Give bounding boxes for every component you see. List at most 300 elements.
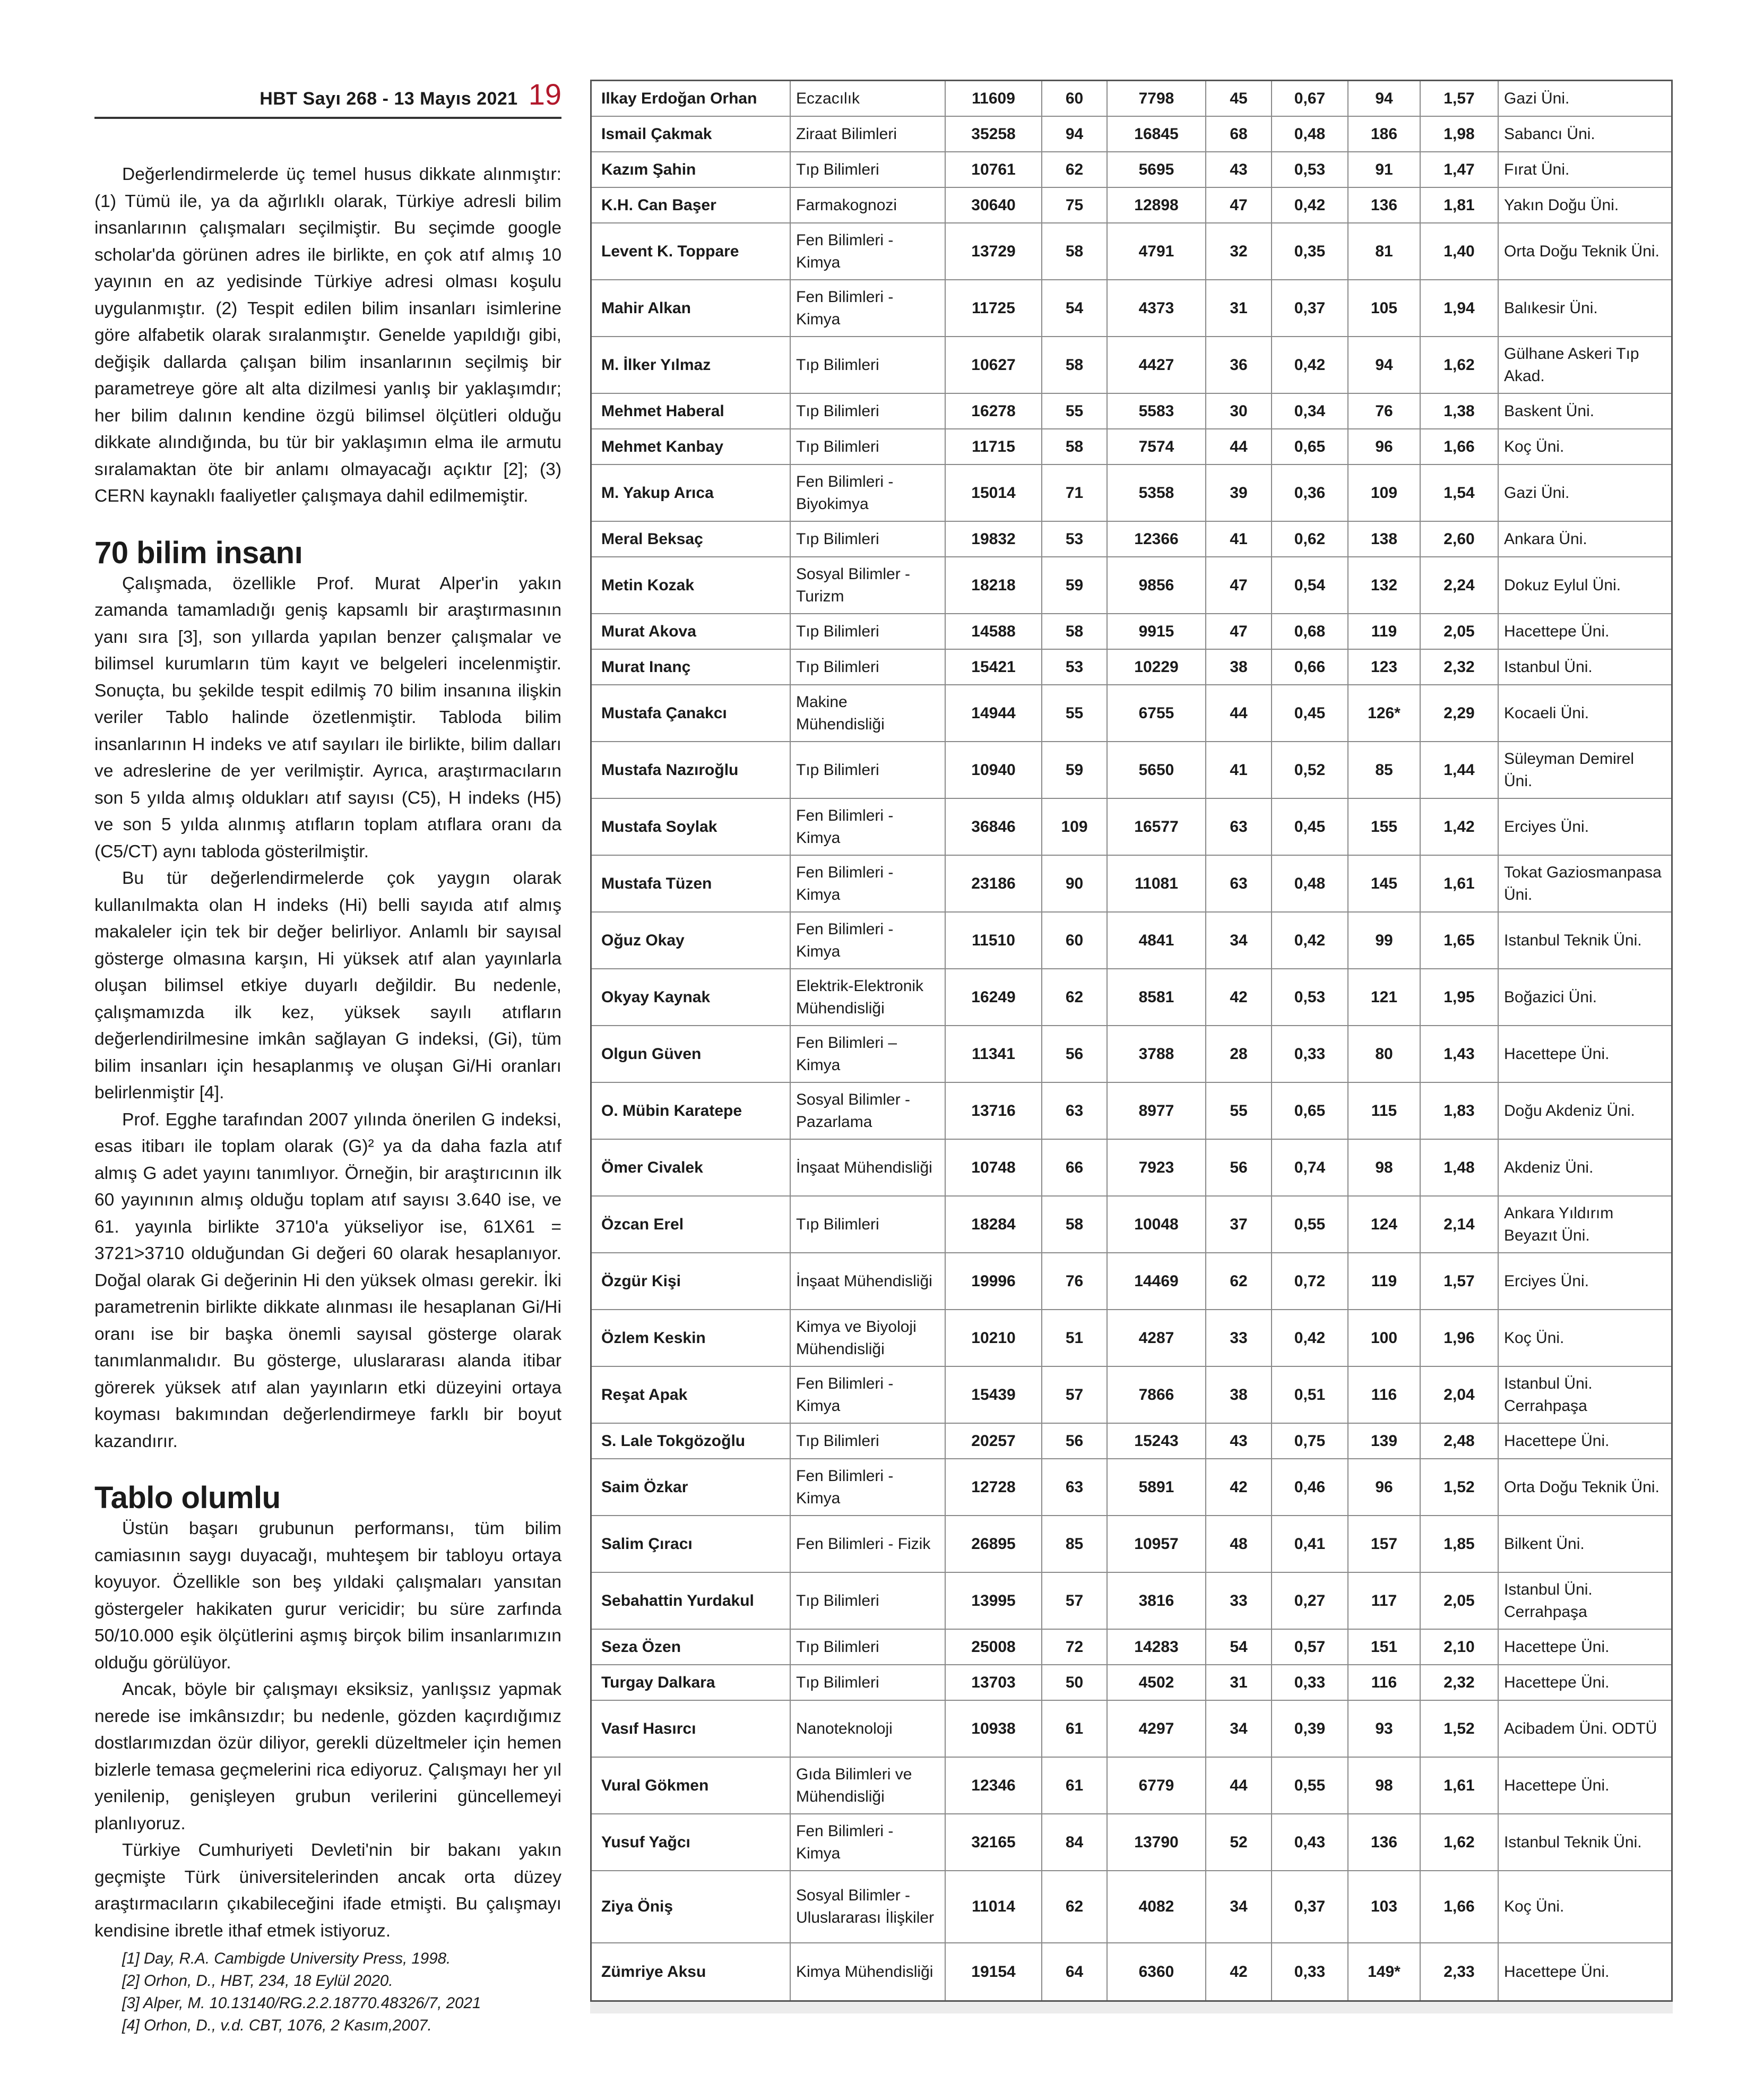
g-index-cell: 123 [1348, 650, 1421, 684]
section-title: Tablo olumlu [94, 1481, 281, 1515]
h-index-5y-cell: 31 [1206, 280, 1272, 336]
university-cell: Erciyes Üni. [1504, 1272, 1589, 1290]
university-cell: Acibadem Üni. ODTÜ [1504, 1719, 1657, 1737]
citation-ratio-cell: 0,55 [1272, 1197, 1348, 1252]
h-index-cell: 57 [1042, 1573, 1108, 1629]
h-index-5y-cell: 54 [1206, 1630, 1272, 1664]
field-name-cell: Tıp Bilimleri [791, 1573, 946, 1629]
scientist-name-cell: Mahir Alkan [592, 280, 791, 336]
field-name-cell: Fen Bilimleri - Biyokimya [791, 465, 946, 521]
h-index-cell: 63 [1042, 1459, 1108, 1515]
citation-ratio-cell: 0,75 [1272, 1424, 1348, 1458]
total-citations-cell: 15439 [946, 1367, 1042, 1423]
university-cell: Süleyman Demirel Üni. [1504, 750, 1635, 790]
citation-ratio-cell: 0,43 [1272, 1814, 1348, 1870]
g-h-ratio-cell: 2,04 [1421, 1367, 1499, 1423]
scientist-name-cell: Murat Inanç [592, 650, 791, 684]
scientist-name-cell: Oğuz Okay [592, 913, 791, 968]
citations-5y-cell: 10048 [1108, 1197, 1206, 1252]
citation-ratio-cell: 0,51 [1272, 1367, 1348, 1423]
h-index-cell: 53 [1042, 650, 1108, 684]
g-h-ratio-cell: 2,05 [1421, 614, 1499, 649]
g-index-cell: 136 [1348, 188, 1421, 222]
h-index-5y-cell: 39 [1206, 465, 1272, 521]
citation-ratio-cell: 0,68 [1272, 614, 1348, 649]
g-index-cell: 186 [1348, 117, 1421, 151]
g-index-cell: 119 [1348, 1253, 1421, 1309]
paragraph: Değerlendirmelerde üç temel husus dikkate alınmıştır: (1) Tümü ile, ya da ağırlıklı olarak, Türkiye adresli bilim insanlarının çalışmaları seçilmiştir. Bu seçimde google scholar'da görünen adres ile birlikte, en çok atıf almış 10 yayının en az yedisinde Türkiye adresi olması koşulu uygulanmıştır. (2) Tespit edilen bilim insanları isimlerine göre alfabetik olarak sıralanmıştır. Genelde yapıldığı gibi, değişik dallarda çalışan bilim insanlarının seçilmiş bir parametreye göre alt alta dizilmesi yanlış bir yaklaşımdır; her bilim dalının kendine özgü bilimsel ölçütleri olduğu dikkate alındığında, bu tür bir yaklaşımın elma ile armutu sıralamaktan öte bir anlamı olmayacağı açıktır [2]; (3) CERN kaynaklı faaliyetler çalışmaya dahil edilmemiştir. [94, 165, 561, 506]
g-h-ratio-cell: 1,44 [1421, 742, 1499, 798]
paragraph: Türkiye Cumhuriyeti Devleti'nin bir bakanı yakın geçmişte Türk üniversitelerinden ancak orta düzey araştırmacıların çıkabileceğini ifade etmişti. Bu çalışmayı kendisine ibretle ithaf etmek istiyoruz. [94, 1840, 561, 1941]
citations-5y-cell: 10229 [1108, 650, 1206, 684]
university-cell: Koç Üni. [1504, 1898, 1564, 1915]
g-h-ratio-cell: 1,96 [1421, 1310, 1499, 1366]
scientist-name-cell: Özcan Erel [592, 1197, 791, 1252]
citations-5y-cell: 8977 [1108, 1083, 1206, 1139]
citations-5y-cell: 4297 [1108, 1701, 1206, 1757]
citations-5y-cell: 6360 [1108, 1943, 1206, 2000]
h-index-5y-cell: 43 [1206, 152, 1272, 187]
table-row [592, 117, 1671, 152]
table-row [592, 1140, 1671, 1197]
citation-ratio-cell: 0,46 [1272, 1459, 1348, 1515]
scientist-name-cell: Vasıf Hasırcı [592, 1701, 791, 1757]
paragraph: Üstün başarı grubunun performansı, tüm bilim camiasının saygı duyacağı, muhteşem bir tabloyu ortaya koyuyor. Özellikle son beş yıldaki çalışmaları yansıtan göstergeler hakikaten gurur vericidir; bu süre zarfında 50/10.000 eşik ölçütlerini aşmış birçok bilim insanlarımızın olduğu görülüyor. [94, 1519, 561, 1673]
scientist-name-cell: Okyay Kaynak [592, 969, 791, 1025]
field-name-cell: Tıp Bilimleri [791, 337, 946, 393]
citation-ratio-cell: 0,42 [1272, 188, 1348, 222]
g-index-cell: 115 [1348, 1083, 1421, 1139]
field-name-cell: Tıp Bilimleri [791, 1424, 946, 1458]
g-h-ratio-cell: 1,52 [1421, 1459, 1499, 1515]
h-index-5y-cell: 38 [1206, 650, 1272, 684]
table-row [592, 1424, 1671, 1459]
university-cell: Istanbul Teknik Üni. [1504, 1833, 1642, 1851]
g-index-cell: 94 [1348, 81, 1421, 116]
field-name-cell: Kimya ve Biyoloji Mühendisliği [791, 1310, 946, 1366]
field-name-cell: Tıp Bilimleri [791, 394, 946, 428]
citations-5y-cell: 14283 [1108, 1630, 1206, 1664]
university-cell: Kocaeli Üni. [1504, 704, 1589, 722]
table-row [592, 969, 1671, 1026]
table-row [592, 152, 1671, 188]
scientist-name-cell: M. İlker Yılmaz [592, 337, 791, 393]
citations-5y-cell: 5583 [1108, 394, 1206, 428]
g-h-ratio-cell: 1,62 [1421, 337, 1499, 393]
citation-ratio-cell: 0,65 [1272, 429, 1348, 464]
university-cell: Istanbul Üni. Cerrahpaşa [1504, 1580, 1593, 1621]
g-h-ratio-cell: 1,85 [1421, 1516, 1499, 1572]
g-index-cell: 80 [1348, 1026, 1421, 1082]
field-name-cell: İnşaat Mühendisliği [791, 1253, 946, 1309]
citation-ratio-cell: 0,53 [1272, 969, 1348, 1025]
citation-ratio-cell: 0,72 [1272, 1253, 1348, 1309]
g-h-ratio-cell: 1,57 [1421, 81, 1499, 116]
table-row [592, 856, 1671, 913]
h-index-cell: 90 [1042, 856, 1108, 911]
total-citations-cell: 20257 [946, 1424, 1042, 1458]
table-row [592, 81, 1671, 117]
field-name-cell: Tıp Bilimleri [791, 152, 946, 187]
g-h-ratio-cell: 1,66 [1421, 429, 1499, 464]
g-index-cell: 117 [1348, 1573, 1421, 1629]
h-index-cell: 55 [1042, 394, 1108, 428]
h-index-5y-cell: 34 [1206, 913, 1272, 968]
total-citations-cell: 19832 [946, 522, 1042, 556]
scientist-name-cell: Ziya Öniş [592, 1871, 791, 1942]
g-index-cell: 132 [1348, 557, 1421, 613]
total-citations-cell: 10938 [946, 1701, 1042, 1757]
field-name-cell: Eczacılık [791, 81, 946, 116]
g-index-cell: 119 [1348, 614, 1421, 649]
citations-5y-cell: 8581 [1108, 969, 1206, 1025]
university-cell: Gülhane Askeri Tıp Akad. [1504, 345, 1639, 385]
field-name-cell: Fen Bilimleri - Kimya [791, 1814, 946, 1870]
citations-5y-cell: 7923 [1108, 1140, 1206, 1195]
g-h-ratio-cell: 2,32 [1421, 650, 1499, 684]
g-h-ratio-cell: 2,05 [1421, 1573, 1499, 1629]
table-row [592, 1516, 1671, 1573]
citation-ratio-cell: 0,74 [1272, 1140, 1348, 1195]
g-index-cell: 103 [1348, 1871, 1421, 1942]
h-index-cell: 61 [1042, 1758, 1108, 1813]
citations-5y-cell: 16577 [1108, 799, 1206, 855]
citations-5y-cell: 3816 [1108, 1573, 1206, 1629]
university-cell: Hacettepe Üni. [1504, 1638, 1610, 1656]
g-h-ratio-cell: 2,29 [1421, 685, 1499, 741]
h-index-cell: 58 [1042, 429, 1108, 464]
field-name-cell: Fen Bilimleri - Kimya [791, 1367, 946, 1423]
g-h-ratio-cell: 1,52 [1421, 1701, 1499, 1757]
university-cell: Orta Doğu Teknik Üni. [1504, 242, 1659, 260]
g-index-cell: 139 [1348, 1424, 1421, 1458]
g-h-ratio-cell: 1,47 [1421, 152, 1499, 187]
g-index-cell: 136 [1348, 1814, 1421, 1870]
citations-5y-cell: 7798 [1108, 81, 1206, 116]
g-h-ratio-cell: 1,66 [1421, 1871, 1499, 1942]
h-index-5y-cell: 42 [1206, 1943, 1272, 2000]
h-index-5y-cell: 52 [1206, 1814, 1272, 1870]
h-index-cell: 109 [1042, 799, 1108, 855]
g-index-cell: 145 [1348, 856, 1421, 911]
university-cell: Hacettepe Üni. [1504, 622, 1610, 640]
citation-ratio-cell: 0,45 [1272, 799, 1348, 855]
citation-ratio-cell: 0,42 [1272, 913, 1348, 968]
h-index-5y-cell: 34 [1206, 1701, 1272, 1757]
page-header [94, 80, 561, 119]
references [94, 1948, 561, 2037]
total-citations-cell: 23186 [946, 856, 1042, 911]
citation-ratio-cell: 0,37 [1272, 280, 1348, 336]
h-index-cell: 63 [1042, 1083, 1108, 1139]
total-citations-cell: 32165 [946, 1814, 1042, 1870]
g-index-cell: 121 [1348, 969, 1421, 1025]
university-cell: Koç Üni. [1504, 1329, 1564, 1347]
field-name-cell: Tıp Bilimleri [791, 1665, 946, 1700]
h-index-cell: 58 [1042, 337, 1108, 393]
g-index-cell: 157 [1348, 1516, 1421, 1572]
g-index-cell: 116 [1348, 1367, 1421, 1423]
university-cell: Bilkent Üni. [1504, 1535, 1585, 1553]
scientist-name-cell: Meral Beksaç [592, 522, 791, 556]
g-h-ratio-cell: 1,43 [1421, 1026, 1499, 1082]
scientist-name-cell: Yusuf Yağcı [592, 1814, 791, 1870]
citation-ratio-cell: 0,65 [1272, 1083, 1348, 1139]
h-index-5y-cell: 37 [1206, 1197, 1272, 1252]
h-index-cell: 61 [1042, 1701, 1108, 1757]
h-index-5y-cell: 43 [1206, 1424, 1272, 1458]
field-name-cell: Fen Bilimleri - Fizik [791, 1516, 946, 1572]
citation-ratio-cell: 0,27 [1272, 1573, 1348, 1629]
scientist-name-cell: Ömer Civalek [592, 1140, 791, 1195]
citation-ratio-cell: 0,53 [1272, 152, 1348, 187]
total-citations-cell: 13703 [946, 1665, 1042, 1700]
total-citations-cell: 16278 [946, 394, 1042, 428]
section-title: 70 bilim insanı [94, 535, 303, 570]
h-index-5y-cell: 36 [1206, 337, 1272, 393]
university-cell: Tokat Gaziosmanpasa Üni. [1504, 863, 1662, 903]
g-h-ratio-cell: 2,24 [1421, 557, 1499, 613]
table-row [592, 1310, 1671, 1367]
total-citations-cell: 11341 [946, 1026, 1042, 1082]
h-index-5y-cell: 38 [1206, 1367, 1272, 1423]
table-row [592, 465, 1671, 522]
total-citations-cell: 25008 [946, 1630, 1042, 1664]
citation-ratio-cell: 0,66 [1272, 650, 1348, 684]
h-index-5y-cell: 33 [1206, 1573, 1272, 1629]
g-h-ratio-cell: 2,32 [1421, 1665, 1499, 1700]
h-index-cell: 58 [1042, 1197, 1108, 1252]
citation-ratio-cell: 0,41 [1272, 1516, 1348, 1572]
g-index-cell: 116 [1348, 1665, 1421, 1700]
article-column [94, 80, 561, 2037]
g-index-cell: 93 [1348, 1701, 1421, 1757]
table-row [592, 685, 1671, 742]
h-index-cell: 59 [1042, 742, 1108, 798]
scientist-name-cell: Vural Gökmen [592, 1758, 791, 1813]
scientist-name-cell: K.H. Can Başer [592, 188, 791, 222]
citation-ratio-cell: 0,45 [1272, 685, 1348, 741]
total-citations-cell: 35258 [946, 117, 1042, 151]
citations-5y-cell: 4841 [1108, 913, 1206, 968]
g-index-cell: 124 [1348, 1197, 1421, 1252]
citations-5y-cell: 15243 [1108, 1424, 1206, 1458]
h-index-cell: 85 [1042, 1516, 1108, 1572]
total-citations-cell: 11014 [946, 1871, 1042, 1942]
scientist-name-cell: Saim Özkar [592, 1459, 791, 1515]
field-name-cell: Tıp Bilimleri [791, 522, 946, 556]
g-h-ratio-cell: 1,61 [1421, 856, 1499, 911]
table-row [592, 1943, 1671, 2000]
field-name-cell: Nanoteknoloji [791, 1701, 946, 1757]
total-citations-cell: 11609 [946, 81, 1042, 116]
g-index-cell: 126* [1348, 685, 1421, 741]
university-cell: Istanbul Üni. Cerrahpaşa [1504, 1374, 1593, 1415]
citations-5y-cell: 13790 [1108, 1814, 1206, 1870]
citations-5y-cell: 12366 [1108, 522, 1206, 556]
h-index-cell: 60 [1042, 913, 1108, 968]
citations-5y-cell: 9915 [1108, 614, 1206, 649]
scientist-name-cell: S. Lale Tokgözoğlu [592, 1424, 791, 1458]
table-row [592, 1665, 1671, 1701]
citation-ratio-cell: 0,48 [1272, 117, 1348, 151]
total-citations-cell: 16249 [946, 969, 1042, 1025]
h-index-5y-cell: 42 [1206, 1459, 1272, 1515]
citation-ratio-cell: 0,33 [1272, 1943, 1348, 2000]
total-citations-cell: 18218 [946, 557, 1042, 613]
citation-ratio-cell: 0,55 [1272, 1758, 1348, 1813]
h-index-5y-cell: 56 [1206, 1140, 1272, 1195]
total-citations-cell: 18284 [946, 1197, 1042, 1252]
g-index-cell: 76 [1348, 394, 1421, 428]
total-citations-cell: 10210 [946, 1310, 1042, 1366]
university-cell: Hacettepe Üni. [1504, 1963, 1610, 1981]
paragraph: Çalışmada, özellikle Prof. Murat Alper'in yakın zamanda tamamladığı geniş kapsamlı bir araştırmasının yanı sıra [3], son yıllarda yapılan benzer çalışmalar ve bilimsel kurumların tüm kayıt ve belgeleri incelenmiştir. Sonuçta, bu şekilde tespit edilmiş 70 bilim insanına ilişkin veriler Tablo halinde özetlenmiştir. Tabloda bilim insanlarının H indeks ve atıf sayıları ile birlikte, bilim dalları ve adreslerine de yer verilmiştir. Ayrıca, araştırmacıların son 5 yılda almış oldukları atıf sayısı (C5), H indeks (H5) ve son 5 yılda alınmış atıfların toplam atıflara oranı da (C5/CT) aynı tabloda gösterilmiştir. [94, 573, 561, 862]
citations-5y-cell: 5695 [1108, 152, 1206, 187]
h-index-cell: 58 [1042, 614, 1108, 649]
table-row [592, 1197, 1671, 1253]
field-name-cell: Sosyal Bilimler - Turizm [791, 557, 946, 613]
university-cell: Sabancı Üni. [1504, 125, 1595, 143]
citation-ratio-cell: 0,33 [1272, 1665, 1348, 1700]
g-index-cell: 99 [1348, 913, 1421, 968]
total-citations-cell: 19996 [946, 1253, 1042, 1309]
total-citations-cell: 11510 [946, 913, 1042, 968]
table-row [592, 742, 1671, 799]
university-cell: Hacettepe Üni. [1504, 1045, 1610, 1063]
h-index-5y-cell: 48 [1206, 1516, 1272, 1572]
scientist-table [590, 80, 1673, 2002]
scientist-name-cell: Seza Özen [592, 1630, 791, 1664]
g-index-cell: 105 [1348, 280, 1421, 336]
total-citations-cell: 36846 [946, 799, 1042, 855]
university-cell: Hacettepe Üni. [1504, 1776, 1610, 1794]
university-cell: Balıkesir Üni. [1504, 299, 1598, 317]
g-index-cell: 155 [1348, 799, 1421, 855]
citations-5y-cell: 4427 [1108, 337, 1206, 393]
scientist-name-cell: Salim Çıracı [592, 1516, 791, 1572]
university-cell: Erciyes Üni. [1504, 817, 1589, 836]
total-citations-cell: 10761 [946, 152, 1042, 187]
paragraph: Prof. Egghe tarafından 2007 yılında önerilen G indeksi, esas itibarı ile toplam olarak (G)² ya da daha fazla atıf almış G adet yayını tanımlıyor. Örneğin, bir araştırıcının ilk 60 yayınının almış olduğu toplam atıf sayısı 3.640 ise, ve 61. yayınla birlikte 3710'a yükseliyor ise, 61X61 = 3721>3710 olduğundan Gi değeri 60 olarak hesaplanıyor. Doğal olarak Gi değerinin Hi den yüksek olması gerekir. İki parametrenin birlikte dikkate alınması ile hesaplanan Gi/Hi oranı ise bir başka önemli sayısal gösterge olarak tanımlanmalıdır. Bu gösterge, uluslararası alanda itibar görerek yüksek atıf alan yayınların etki düzeyini ortaya koyması bakımından değerlendirmeye farklı bir boyut kazandırır. [94, 1109, 561, 1451]
citations-5y-cell: 5650 [1108, 742, 1206, 798]
scientist-name-cell: Ilkay Erdoğan Orhan [592, 81, 791, 116]
field-name-cell: Fen Bilimleri - Kimya [791, 856, 946, 911]
university-cell: Gazi Üni. [1504, 484, 1570, 502]
table-row [592, 1573, 1671, 1630]
scientist-name-cell: Mehmet Haberal [592, 394, 791, 428]
total-citations-cell: 13729 [946, 223, 1042, 279]
scientist-name-cell: Mehmet Kanbay [592, 429, 791, 464]
citation-ratio-cell: 0,35 [1272, 223, 1348, 279]
g-h-ratio-cell: 2,10 [1421, 1630, 1499, 1664]
university-cell: Ankara Yıldırım Beyazıt Üni. [1504, 1204, 1614, 1244]
h-index-cell: 56 [1042, 1424, 1108, 1458]
scientist-name-cell: Özgür Kişi [592, 1253, 791, 1309]
h-index-5y-cell: 41 [1206, 522, 1272, 556]
citation-ratio-cell: 0,34 [1272, 394, 1348, 428]
h-index-5y-cell: 62 [1206, 1253, 1272, 1309]
h-index-cell: 84 [1042, 1814, 1108, 1870]
table-row [592, 1701, 1671, 1758]
citations-5y-cell: 9856 [1108, 557, 1206, 613]
university-cell: Doğu Akdeniz Üni. [1504, 1101, 1635, 1120]
university-cell: Dokuz Eylul Üni. [1504, 576, 1621, 594]
scientist-name-cell: Murat Akova [592, 614, 791, 649]
citation-ratio-cell: 0,42 [1272, 1310, 1348, 1366]
table-row [592, 557, 1671, 614]
field-name-cell: Gıda Bilimleri ve Mühendisliği [791, 1758, 946, 1813]
university-cell: Yakın Doğu Üni. [1504, 196, 1619, 214]
citations-5y-cell: 14469 [1108, 1253, 1206, 1309]
g-h-ratio-cell: 2,48 [1421, 1424, 1499, 1458]
g-index-cell: 94 [1348, 337, 1421, 393]
scientist-name-cell: Levent K. Toppare [592, 223, 791, 279]
citation-ratio-cell: 0,33 [1272, 1026, 1348, 1082]
scientist-name-cell: Metin Kozak [592, 557, 791, 613]
total-citations-cell: 10627 [946, 337, 1042, 393]
field-name-cell: Fen Bilimleri - Kimya [791, 799, 946, 855]
scientist-name-cell: Kazım Şahin [592, 152, 791, 187]
university-cell: Istanbul Üni. [1504, 658, 1593, 676]
g-index-cell: 81 [1348, 223, 1421, 279]
scientist-name-cell: Mustafa Çanakcı [592, 685, 791, 741]
reference-item: [3] Alper, M. 10.13140/RG.2.2.18770.48326/7, 2021 [122, 1994, 481, 2012]
field-name-cell: Sosyal Bilimler - Uluslararası İlişkiler [791, 1871, 946, 1942]
field-name-cell: Tıp Bilimleri [791, 614, 946, 649]
university-cell: Istanbul Teknik Üni. [1504, 931, 1642, 949]
h-index-cell: 59 [1042, 557, 1108, 613]
reference-item: [1] Day, R.A. Cambigde University Press, 1998. [122, 1950, 451, 1967]
h-index-5y-cell: 55 [1206, 1083, 1272, 1139]
issue-info: HBT Sayı 268 - 13 Mayıs 2021 [260, 89, 518, 109]
total-citations-cell: 30640 [946, 188, 1042, 222]
h-index-5y-cell: 45 [1206, 81, 1272, 116]
g-index-cell: 149* [1348, 1943, 1421, 2000]
g-h-ratio-cell: 2,60 [1421, 522, 1499, 556]
h-index-cell: 71 [1042, 465, 1108, 521]
citations-5y-cell: 7574 [1108, 429, 1206, 464]
citations-5y-cell: 11081 [1108, 856, 1206, 911]
citations-5y-cell: 5891 [1108, 1459, 1206, 1515]
h-index-cell: 64 [1042, 1943, 1108, 2000]
table-row [592, 1083, 1671, 1140]
table-row [592, 614, 1671, 650]
table-row [592, 1026, 1671, 1083]
table-row [592, 650, 1671, 685]
table-row [592, 799, 1671, 856]
paragraph: Bu tür değerlendirmelerde çok yaygın olarak kullanılmakta olan H indeks (Hi) belli sayıda atıf almış makaleler için tek bir değer belirliyor. Anlamlı bir sayısal gösterge olmasına karşın, Hi yüksek atıf alan yayınlarla oluşan bilimsel etkiye duyarlı değildir. Bu nedenle, çalışmamızda ilk kez, yüksek sayılı atıfların değerlendirilmesine imkân sağlayan G indeksi, (Gi), tüm bilim insanları için hesaplanmış ve oluşan Gi/Hi oranları belirlenmiştir [4]. [94, 868, 561, 1103]
total-citations-cell: 15421 [946, 650, 1042, 684]
total-citations-cell: 14588 [946, 614, 1042, 649]
h-index-cell: 76 [1042, 1253, 1108, 1309]
field-name-cell: İnşaat Mühendisliği [791, 1140, 946, 1195]
table-footer-band [590, 2002, 1673, 2013]
table-column [590, 80, 1673, 2013]
field-name-cell: Tıp Bilimleri [791, 1197, 946, 1252]
reference-item: [2] Orhon, D., HBT, 234, 18 Eylül 2020. [122, 1972, 393, 1990]
university-cell: Hacettepe Üni. [1504, 1673, 1610, 1691]
citations-5y-cell: 10957 [1108, 1516, 1206, 1572]
h-index-5y-cell: 63 [1206, 856, 1272, 911]
scientist-name-cell: O. Mübin Karatepe [592, 1083, 791, 1139]
total-citations-cell: 11715 [946, 429, 1042, 464]
field-name-cell: Kimya Mühendisliği [791, 1943, 946, 2000]
h-index-cell: 62 [1042, 1871, 1108, 1942]
total-citations-cell: 12346 [946, 1758, 1042, 1813]
table-row [592, 1871, 1671, 1943]
citation-ratio-cell: 0,48 [1272, 856, 1348, 911]
